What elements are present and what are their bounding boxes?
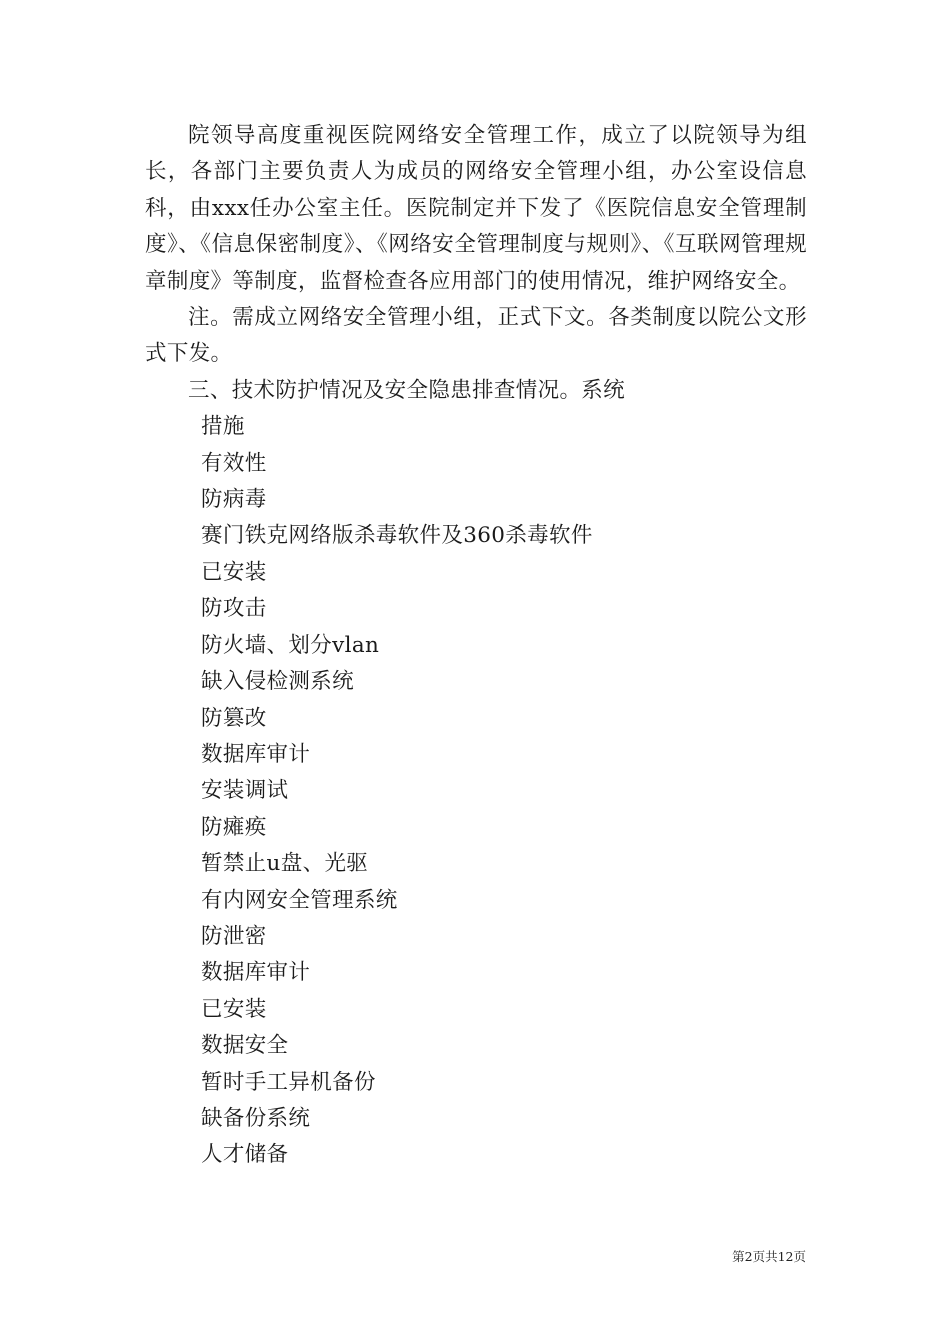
list-item: 缺备份系统 <box>201 1105 311 1131</box>
section-heading: 三、技术防护情况及安全隐患排查情况。系统 <box>188 377 626 403</box>
list-item: 安装调试 <box>201 778 289 804</box>
list-item: 已安装 <box>201 559 267 585</box>
list-item: 防泄密 <box>201 923 267 949</box>
list-item: 数据库审计 <box>201 960 311 986</box>
list-item: 赛门铁克网络版杀毒软件及360杀毒软件 <box>201 523 593 549</box>
list-item: 人才储备 <box>201 1142 289 1168</box>
list-item: 缺入侵检测系统 <box>201 669 354 695</box>
list-item: 暂时手工异机备份 <box>201 1069 376 1095</box>
list-item: 数据安全 <box>201 1033 289 1059</box>
paragraph-note: 注。需成立网络安全管理小组，正式下文。各类制度以院公文形式下发。 <box>145 305 807 367</box>
measures-list <box>145 409 807 1174</box>
list-item: 防攻击 <box>201 596 267 622</box>
page-number-footer: 第2页共12页 <box>732 1249 806 1264</box>
paragraph-leadership: 院领导高度重视医院网络安全管理工作，成立了以院领导为组长，各部门主要负责人为成员的网络安全管理小组，办公室设信息科，由xxx任办公室主任。医院制定并下发了《医院信息安全管理制度》、《信息保密制度》、《网络安全管理制度与规则》、《互联网管理规章制度》等制度，监督检查各应用部门的使用情况，维护网络安全。 <box>145 123 807 294</box>
list-item: 有内网安全管理系统 <box>201 887 398 913</box>
list-item: 有效性 <box>201 450 267 476</box>
list-item: 防病毒 <box>201 487 267 513</box>
list-item: 防火墙、划分vlan <box>201 632 380 658</box>
list-item: 措施 <box>201 414 245 440</box>
list-item: 防篡改 <box>201 705 267 731</box>
list-item: 防瘫痪 <box>201 814 267 840</box>
document-body <box>145 118 807 1174</box>
list-item: 已安装 <box>201 996 267 1022</box>
list-item: 暂禁止u盘、光驱 <box>201 851 369 877</box>
list-item: 数据库审计 <box>201 741 311 767</box>
